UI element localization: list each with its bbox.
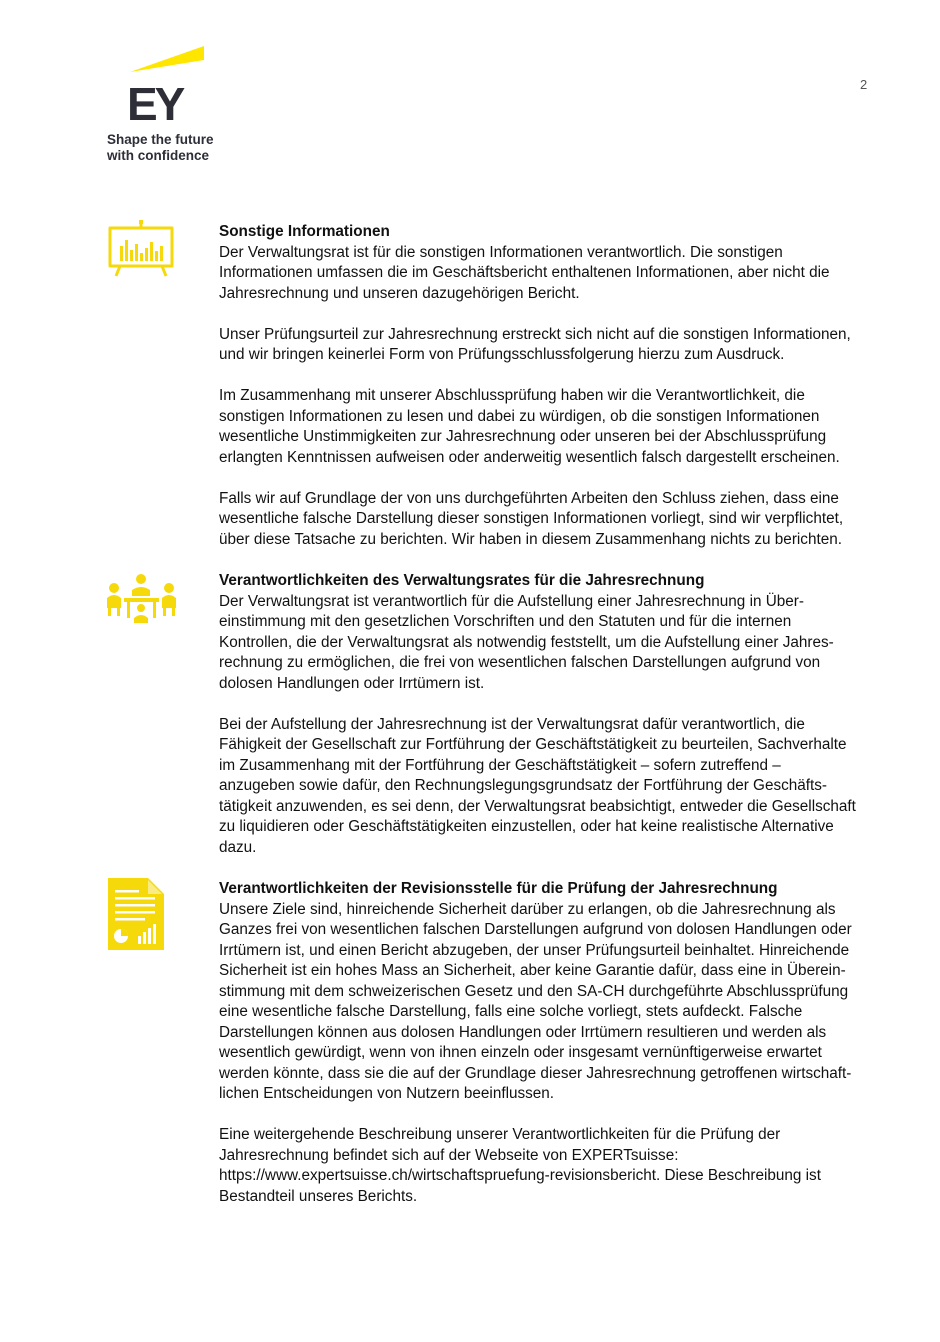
ey-logo-beam: [130, 46, 204, 72]
section-paragraph: Der Verwaltungsrat ist verantwortlich für die Aufstellung einer Jahresrechnung in Über- einstimmung mit den gesetzlichen Vorschriften und den Statuten und für die internen Kontrollen, die der Verwaltungsrat als notwendig feststellt, um die Aufstellung einer Jahres- rechnung zu ermöglichen, die frei von wesentlichen falschen Darstellungen aufgrund von dolosen Handlungen oder Irrtümern ist.: [219, 592, 834, 692]
section-paragraph: Unsere Ziele sind, hinreichende Sicherheit darüber zu erlangen, ob die Jahresrechnung als Ganzes frei von wesentlichen falschen Darstellungen aufgrund von dolosen Handlungen oder Irrtümern ist, und einen Bericht abzugeben, der unser Prüfungsurteil beinhaltet. Hinreichende Sicherheit ist ein hohes Mass an Sicherheit, aber keine Garantie dafür, dass eine in Überein- stimmung mit dem schweizerischen Gesetz und den SA-CH durchgeführte Abschlussprüfung eine wesentliche falsche Darstellung, falls eine solche vorliegt, stets aufdeckt. Falsche Darstellungen können aus dolosen Handlungen oder Irrtümern resultieren und werden als wesentlich gewürdigt, wenn von ihnen einzeln oder insgesamt vernünftigerweise erwartet werden könnte, dass sie die auf der Grundlage dieser Jahresrechnung getroffenen wirtschaft- lichen Entscheidungen von Nutzern beeinflussen.: [219, 900, 852, 1102]
section-title: Verantwortlichkeiten des Verwaltungsrates für die Jahresrechnung: [219, 572, 705, 589]
section-title: Sonstige Informationen: [219, 223, 390, 240]
section-title: Verantwortlichkeiten der Revisionsstelle für die Prüfung der Jahresrechnung: [219, 880, 778, 897]
tagline-line-2: with confidence: [107, 148, 210, 163]
tagline-line-1: Shape the future: [107, 132, 214, 147]
meeting-people-icon: [106, 574, 178, 646]
ey-tagline: [107, 132, 214, 164]
presentation-board-chart-icon: [106, 220, 178, 292]
section-paragraph: Bei der Aufstellung der Jahresrechnung ist der Verwaltungsrat dafür verantwortlich, die Fähigkeit der Gesellschaft zur Fortführung der Geschäftstätigkeit zu beurteilen, Sachverhalte im Zusammenhang mit der Fortführung der Geschäftstätigkeit – sofern zutreffend – anzugeben sowie dafür, den Rechnungslegungsgrundsatz der Fortführung der Geschäfts- tätigkeit anzuwenden, es sei denn, der Verwaltungsrat beabsichtigt, entweder die Gesellschaft zu liquidieren oder Geschäftstätigkeiten einzustellen, oder hat keine realistische Alternative dazu.: [219, 715, 856, 856]
ey-logo-mark: [106, 44, 216, 124]
section-body: [219, 571, 879, 858]
report-document-icon: [106, 878, 178, 950]
section-paragraph: Eine weitergehende Beschreibung unserer Verantwortlichkeiten für die Prüfung der Jahresrechnung befindet sich auf der Webseite von EXPERTsuisse: https://www.expertsuisse.ch/wirtschaftspruefung-revisionsbericht. Diese Beschreibung ist Bestandteil unseres Berichts.: [219, 1126, 821, 1205]
section-paragraph: Falls wir auf Grundlage der von uns durchgeführten Arbeiten den Schluss ziehen, dass eine wesentliche falsche Darstellung dieser sonstigen Informationen vorliegt, sind wir verpflichtet, über diese Tatsache zu berichten. Wir haben in diesem Zusammenhang nichts zu berichten.: [219, 489, 844, 548]
section-body: [219, 879, 879, 1207]
section-paragraph: Unser Prüfungsurteil zur Jahresrechnung erstreckt sich nicht auf die sonstigen Informationen, und wir bringen keinerlei Form von Prüfungsschlussfolgerung hierzu zum Ausdruck.: [219, 325, 851, 363]
section-paragraph: Der Verwaltungsrat ist für die sonstigen Informationen verantwortlich. Die sonstigen Informationen umfassen die im Geschäftsbericht enthaltenen Informationen, aber nicht die Jahresrechnung und unseren dazugehörigen Bericht.: [219, 243, 830, 302]
section-paragraph: Im Zusammenhang mit unserer Abschlussprüfung haben wir die Verantwortlichkeit, die sonstigen Informationen zu lesen und dabei zu würdigen, ob die sonstigen Informationen wesentliche Unstimmigkeiten zur Jahresrechnung oder unseren bei der Abschlussprüfung erlangten Kenntnissen aufweisen oder anderweitig wesentlich falsch dargestellt erscheinen.: [219, 387, 840, 466]
section-body: [219, 222, 879, 550]
ey-logo-text: EY: [127, 78, 183, 124]
ey-logo: [106, 44, 236, 169]
page-number: 2: [860, 77, 868, 92]
